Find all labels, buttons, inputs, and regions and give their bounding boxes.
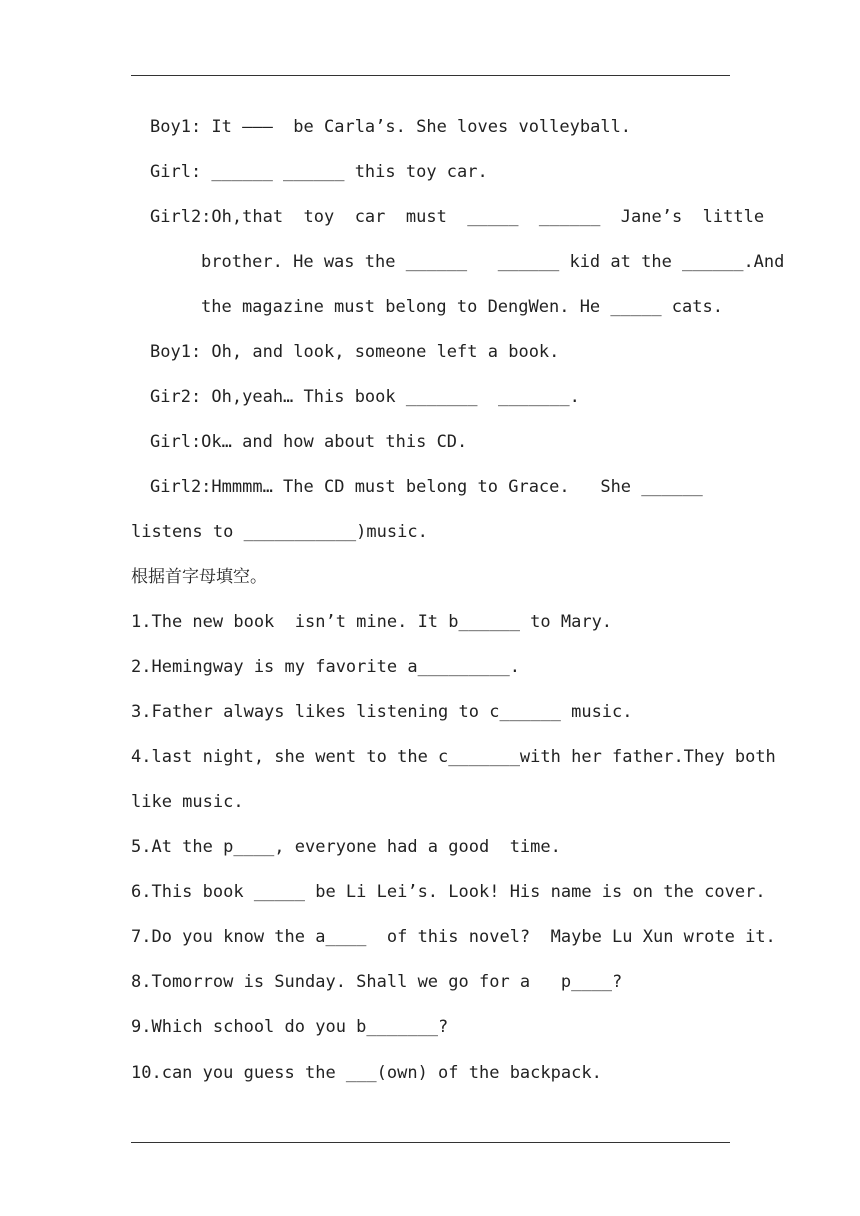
dialogue-line-6: Boy1: Oh, and look, someone left a book.: [150, 342, 560, 362]
dialogue-line-1: Boy1: It ——— be Carla’s. She loves volleyball.: [150, 117, 632, 137]
dialogue-line-10: listens to ___________)music.: [131, 522, 428, 542]
dialogue-line-2: Girl: ______ ______ this toy car.: [150, 162, 488, 182]
dialogue-line-5: the magazine must belong to DengWen. He _____ cats.: [201, 297, 723, 317]
dialogue-line-9: Girl2:Hmmmm… The CD must belong to Grace. She ______: [150, 477, 703, 497]
section-heading: 根据首字母填空。: [131, 567, 267, 587]
exercise-10: 10.can you guess the ___(own) of the backpack.: [131, 1063, 602, 1083]
footer-rule: [131, 1142, 730, 1143]
exercise-3: 3.Father always likes listening to c______ music.: [131, 702, 633, 722]
exercise-5: 5.At the p____, everyone had a good time.: [131, 837, 561, 857]
exercise-6: 6.This book _____ be Li Lei’s. Look! His name is on the cover.: [131, 882, 766, 902]
exercise-4-line-1: 4.last night, she went to the c_______with her father.They both: [131, 747, 776, 767]
exercise-7: 7.Do you know the a____ of this novel? Maybe Lu Xun wrote it.: [131, 927, 776, 947]
header-rule: [131, 75, 730, 76]
dialogue-line-4: brother. He was the ______ ______ kid at the ______.And: [201, 252, 785, 272]
exercise-1: 1.The new book isn’t mine. It b______ to Mary.: [131, 612, 613, 632]
dialogue-line-8: Girl:Ok… and how about this CD.: [150, 432, 468, 452]
exercise-8: 8.Tomorrow is Sunday. Shall we go for a p____?: [131, 972, 623, 992]
exercise-2: 2.Hemingway is my favorite a_________.: [131, 657, 520, 677]
exercise-4-line-2: like music.: [131, 792, 244, 812]
dialogue-line-7: Gir2: Oh,yeah… This book _______ _______.: [150, 387, 580, 407]
dialogue-line-3: Girl2:Oh,that toy car must _____ ______ Jane’s little: [150, 207, 765, 227]
exercise-9: 9.Which school do you b_______?: [131, 1017, 449, 1037]
